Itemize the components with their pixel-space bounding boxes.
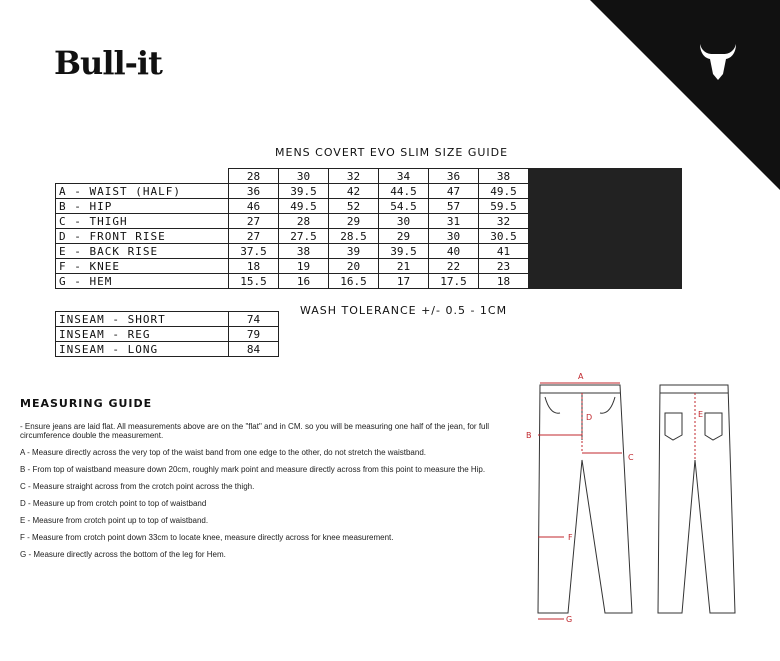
measurement-value: 29 [329,214,379,229]
measurement-value: 42 [329,184,379,199]
measurement-value: 27 [229,214,279,229]
measurement-value: 21 [379,259,429,274]
measurement-value: 27.5 [279,229,329,244]
table-row [56,259,682,274]
diagram-label-a: A [578,372,584,381]
table-row [56,244,682,259]
size-table [55,168,682,289]
measurement-label: B - HIP [56,199,229,214]
measurement-value: 41 [479,244,529,259]
diagram-label-g: G [566,615,573,624]
empty-dark-cell [529,199,580,214]
guide-paragraph: B - From top of waistband measure down 20cm, roughly mark point and measure directly across from this point to measure the Hip. [20,465,486,474]
guide-paragraph: E - Measure from crotch point up to top of waistband. [20,516,209,525]
diagram-label-b: B [526,431,532,440]
guide-paragraph: F - Measure from crotch point down 33cm to locate knee, measure directly across for knee measurement. [20,533,394,542]
measurement-value: 32 [479,214,529,229]
measurement-value: 49.5 [279,199,329,214]
guide-paragraph: G - Measure directly across the bottom of the leg for Hem. [20,550,226,559]
inseam-label: INSEAM - REG [56,327,229,342]
measurement-value: 22 [429,259,479,274]
empty-dark-cell [631,244,682,259]
measurement-value: 59.5 [479,199,529,214]
measurement-value: 17.5 [429,274,479,289]
measurement-value: 52 [329,199,379,214]
empty-dark-cell [631,184,682,199]
guide-paragraph: C - Measure straight across from the crotch point across the thigh. [20,482,255,491]
measurement-value: 29 [379,229,429,244]
empty-dark-cell [631,214,682,229]
diagram-label-c: C [628,453,634,462]
inseam-label: INSEAM - SHORT [56,312,229,327]
measurement-value: 36 [229,184,279,199]
empty-dark-cell [529,244,580,259]
measurement-value: 46 [229,199,279,214]
size-header: 36 [429,169,479,184]
empty-dark-cell [631,229,682,244]
measuring-guide-heading: MEASURING GUIDE [20,397,153,410]
measurement-value: 38 [279,244,329,259]
bull-head-icon [696,38,740,82]
measurement-value: 16.5 [329,274,379,289]
inseam-value: 74 [229,312,279,327]
jeans-front [538,385,632,613]
measuring-guide-text [20,422,495,567]
measurement-value: 28.5 [329,229,379,244]
empty-dark-cell [580,274,631,289]
measurement-value: 16 [279,274,329,289]
measurement-label: D - FRONT RISE [56,229,229,244]
table-row [56,199,682,214]
empty-dark-cell [631,169,682,184]
inseam-label: INSEAM - LONG [56,342,229,357]
diagram-label-e: E [698,410,704,419]
guide-paragraph: D - Measure up from crotch point to top of waistband [20,499,207,508]
jeans-diagram [520,365,750,630]
corner-banner [590,0,780,190]
empty-dark-cell [580,214,631,229]
measurement-label: A - WAIST (HALF) [56,184,229,199]
empty-dark-cell [631,274,682,289]
empty-dark-cell [580,184,631,199]
guide-paragraph: - Ensure jeans are laid flat. All measurements above are on the "flat" and in CM. so you will be measuring one half of the jean, for full circumference double the measurement. [20,422,490,440]
table-row [56,327,279,342]
measurement-value: 18 [229,259,279,274]
size-header: 38 [479,169,529,184]
table-row [56,312,279,327]
measurement-label: E - BACK RISE [56,244,229,259]
inseam-table [55,311,279,357]
measurement-value: 28 [279,214,329,229]
empty-dark-cell [580,199,631,214]
empty-dark-cell [529,259,580,274]
table-row [56,342,279,357]
inseam-value: 79 [229,327,279,342]
size-header: 28 [229,169,279,184]
measurement-markers [538,383,695,619]
measurement-value: 19 [279,259,329,274]
size-header: 32 [329,169,379,184]
empty-dark-cell [529,229,580,244]
measurement-value: 49.5 [479,184,529,199]
measurement-value: 40 [429,244,479,259]
size-header-row [56,169,682,184]
diagram-label-f: F [568,533,573,542]
measurement-value: 23 [479,259,529,274]
measurement-value: 30.5 [479,229,529,244]
empty-dark-cell [529,274,580,289]
measurement-value: 54.5 [379,199,429,214]
size-header: 30 [279,169,329,184]
measurement-label: F - KNEE [56,259,229,274]
table-row [56,184,682,199]
diagram-label-d: D [586,413,593,422]
measurement-value: 30 [429,229,479,244]
size-header: 34 [379,169,429,184]
inseam-value: 84 [229,342,279,357]
measurement-value: 15.5 [229,274,279,289]
wash-tolerance: WASH TOLERANCE +/- 0.5 - 1CM [300,304,508,317]
table-row [56,229,682,244]
table-row [56,274,682,289]
empty-dark-cell [580,259,631,274]
size-guide-title: MENS COVERT EVO SLIM SIZE GUIDE [275,146,509,159]
measurement-value: 17 [379,274,429,289]
measurement-value: 31 [429,214,479,229]
measurement-value: 44.5 [379,184,429,199]
empty-dark-cell [529,214,580,229]
empty-dark-cell [529,184,580,199]
empty-dark-cell [631,259,682,274]
header-blank [56,169,229,184]
table-row [56,214,682,229]
empty-dark-cell [580,229,631,244]
empty-dark-cell [580,244,631,259]
brand-logo: Bull-it [54,44,162,82]
measurement-value: 37.5 [229,244,279,259]
empty-dark-cell [529,169,580,184]
measurement-value: 30 [379,214,429,229]
jeans-back [658,385,735,613]
measurement-value: 39 [329,244,379,259]
measurement-value: 27 [229,229,279,244]
measurement-value: 47 [429,184,479,199]
measurement-value: 57 [429,199,479,214]
measurement-value: 20 [329,259,379,274]
measurement-value: 39.5 [279,184,329,199]
empty-dark-cell [580,169,631,184]
measurement-label: C - THIGH [56,214,229,229]
measurement-value: 39.5 [379,244,429,259]
measurement-label: G - HEM [56,274,229,289]
guide-paragraph: A - Measure directly across the very top of the waist band from one edge to the other, do not stretch the waistband. [20,448,427,457]
empty-dark-cell [631,199,682,214]
measurement-value: 18 [479,274,529,289]
